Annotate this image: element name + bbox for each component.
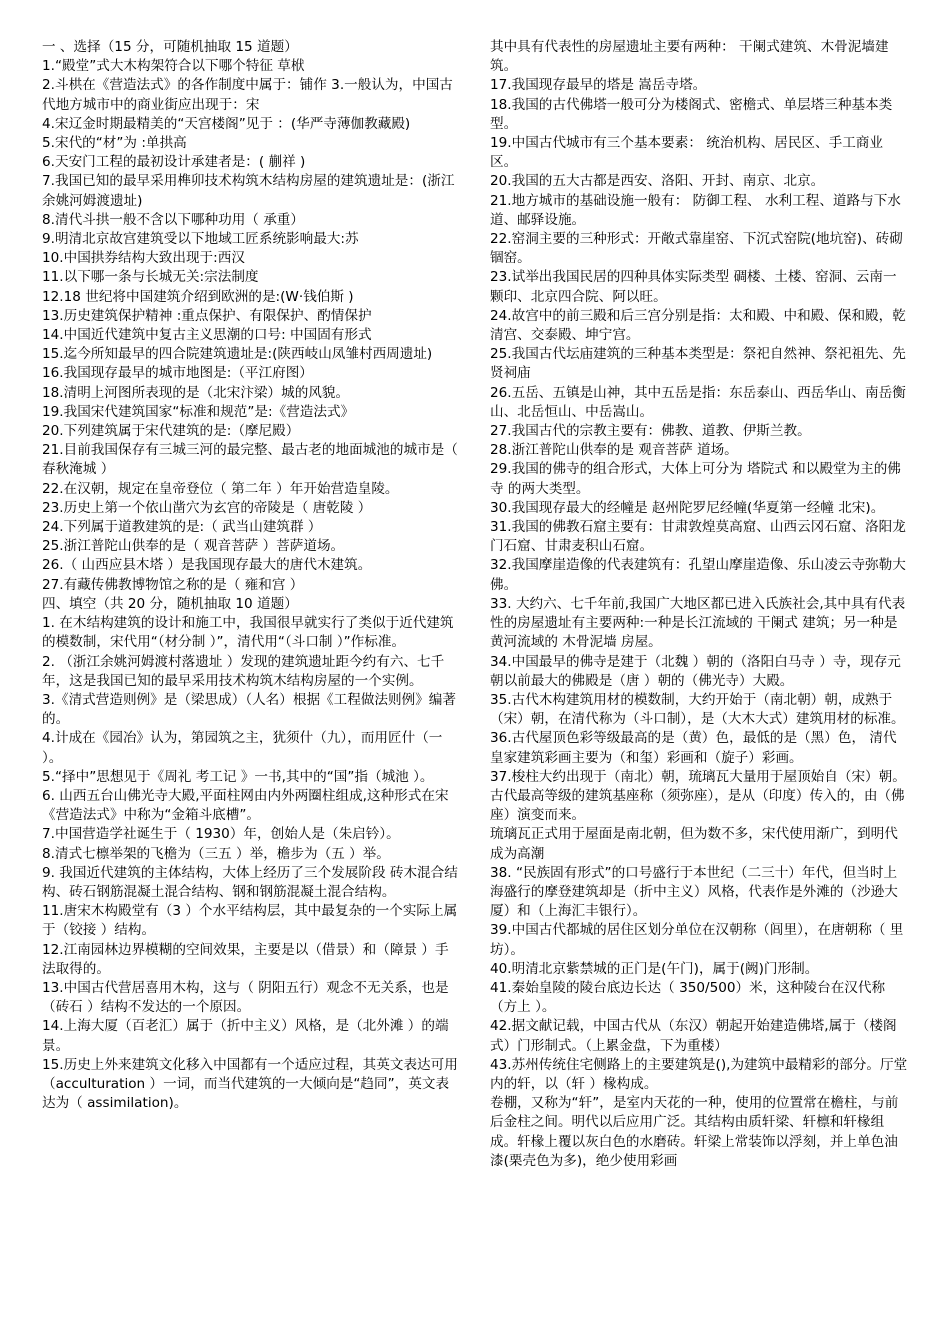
text-paragraph: 19.我国宋代建筑国家“标准和规范”是:《营造法式》 xyxy=(42,403,355,420)
text-paragraph: 3.《清式营造则例》是（梁思成）（人名）根据《工程做法则例》编著的。 xyxy=(42,691,456,728)
text-paragraph: 18.我国的古代佛塔一般可分为楼阁式、密檐式、单层塔三种基本类型。 xyxy=(490,96,893,132)
text-paragraph: 5.“择中”思想见于《周礼 考工记 》一书,其中的“国”指（城池 ）。 xyxy=(42,768,434,785)
text-paragraph: 21.地方城市的基础设施一般有： 防御工程、 水利工程、道路与下水道、邮驿设施。 xyxy=(490,192,901,228)
text-paragraph: 13.历史建筑保护精神 :重点保护、有限保护、酌情保护 xyxy=(42,307,372,324)
text-paragraph: 8.清式七檩举架的飞檐为（三五 ）举，檐步为（五 ）举。 xyxy=(42,845,390,862)
text-paragraph: 6.天安门工程的最初设计承建者是：( 蒯祥 ) xyxy=(42,154,306,171)
text-paragraph: 6. 山西五台山佛光寺大殿,平面柱网由内外两圈柱组成,这种形式在宋《营造法式》中称为“金箱斗底槽”。 xyxy=(42,787,449,824)
text-paragraph: 21.目前我国保存有三城三河的最完整、最古老的地面城池的城市是（ 春秋淹城 ） xyxy=(42,442,458,478)
text-paragraph: 4.计成在《园冶》认为，第园筑之主，犹须什（九），而用匠什（一 ）。 xyxy=(42,730,443,766)
text-paragraph: 四、填空（共 20 分，随机抽取 10 道题） xyxy=(42,595,298,612)
text-paragraph: 8.清代斗拱一般不含以下哪种功用（ 承重） xyxy=(42,211,304,228)
text-paragraph: 14.中国近代建筑中复古主义思潮的口号: 中国固有形式 xyxy=(42,327,372,344)
text-paragraph: 35.古代木构建筑用材的模数制，大约开始于（南北朝）朝，成熟于（宋）朝，在清代称为（斗口制），是（大木大式）建筑用材的标准。 xyxy=(490,691,905,728)
text-paragraph: 4.宋辽金时期最精美的“天宫楼阁”见于 ：(华严寺薄伽教藏殿) xyxy=(42,115,411,132)
text-paragraph: 29.我国的佛寺的组合形式，大体上可分为 塔院式 和以殿堂为主的佛寺 的两大类型。 xyxy=(490,461,901,497)
text-paragraph: 24.下列属于道教建筑的是:（ 武当山建筑群 ） xyxy=(42,519,322,536)
text-paragraph: 14.上海大厦（百老汇）属于（折中主义）风格，是（北外滩 ）的端景。 xyxy=(42,1018,449,1054)
text-paragraph: 25.我国古代坛庙建筑的三种基本类型是：祭祀自然神、祭祀祖先、先贤祠庙 xyxy=(490,346,906,382)
text-paragraph: 19.中国古代城市有三个基本要素： 统治机构、居民区、手工商业区。 xyxy=(490,135,883,171)
text-paragraph: 琉璃瓦正式用于屋面是南北朝，但为数不多，宋代使用渐广，到明代成为高潮 xyxy=(490,826,898,862)
text-paragraph: 11.唐宋木构殿堂有（3 ）个水平结构层，其中最复杂的一个实际上属于（铰接 ）结构。 xyxy=(42,903,458,939)
text-paragraph: 1.“殿堂”式大木构架符合以下哪个特征 草栿 xyxy=(42,58,305,75)
text-paragraph: 9.明清北京故宫建筑受以下地域工匠系统影响最大:苏 xyxy=(42,231,359,248)
text-paragraph: 42.据文献记载，中国古代从（东汉）朝起开始建造佛塔,属于（楼阁式）门形制式。（上累金盘，下为重楼） xyxy=(490,1018,897,1054)
text-paragraph: 23.历史上第一个依山凿穴为玄宫的帝陵是（ 唐乾陵 ） xyxy=(42,499,372,516)
text-paragraph: 其中具有代表性的房屋遗址主要有两种： 干阑式建筑、木骨泥墙建筑。 xyxy=(490,39,889,75)
text-paragraph: 卷棚，又称为“轩”，是室内天花的一种，使用的位置常在檐柱，与前后金柱之间。明代以后应用广泛。其结构由质轩梁、轩檩和轩椽组成。轩椽上覆以灰白色的水磨砖。轩梁上常装饰以浮刻，并上单色油漆(栗壳色为多)，绝少使用彩画 xyxy=(490,1095,899,1169)
text-paragraph: 1. 在木结构建筑的设计和施工中，我国很早就实行了类似于近代建筑的模数制，宋代用“（材分制 ）”，清代用“（斗口制 ）”作标准。 xyxy=(42,615,454,651)
text-paragraph: 41.秦始皇陵的陵台底边长达（ 350/500）米，这种陵台在汉代称（方上 ）。 xyxy=(490,979,886,1016)
text-paragraph: 26.（ 山西应县木塔 ）是我国现存最大的唐代木建筑。 xyxy=(42,557,372,574)
text-paragraph: 17.我国现存最早的塔是 嵩岳寺塔。 xyxy=(490,77,707,94)
text-paragraph: 43.苏州传统住宅侧路上的主要建筑是(),为建筑中最精彩的部分。厅堂内的轩，以（轩 ）椽构成。 xyxy=(490,1056,908,1092)
text-paragraph: 32.我国摩崖造像的代表建筑有：孔望山摩崖造像、乐山凌云寺弥勒大佛。 xyxy=(490,557,906,593)
text-paragraph: 2.斗栱在《营造法式》的各作制度中属于：铺作 3.一般认为，中国古代地方城市中的商业街应出现于：宋 xyxy=(42,77,453,113)
text-paragraph: 15.历史上外来建筑文化移入中国都有一个适应过程，其英文表达可用（acculturation ）一词，而当代建筑的一大倾向是“趋同”，英文表达为（ assimilation)。 xyxy=(42,1056,458,1112)
text-paragraph: 30.我国现存最大的经幢是 赵州陀罗尼经幢(华夏第一经幢 北宋)。 xyxy=(490,499,885,516)
text-paragraph: 22.在汉朝，规定在皇帝登位（ 第二年 ）年开始营造皇陵。 xyxy=(42,480,399,497)
left-column xyxy=(42,38,462,1113)
text-paragraph: 20.下列建筑属于宋代建筑的是:（摩尼殿） xyxy=(42,423,300,440)
text-paragraph: 12.江南园林边界模糊的空间效果，主要是以（借景）和（障景 ）手法取得的。 xyxy=(42,941,449,977)
text-paragraph: 38. “民族固有形式”的口号盛行于本世纪（二三十）年代，但当时上海盛行的摩登建筑却是（折中主义）风格，代表作是外滩的（沙逊大厦）和（上海汇丰银行）。 xyxy=(490,864,898,920)
text-paragraph: 25.浙江普陀山供奉的是（ 观音菩萨 ）菩萨道场。 xyxy=(42,538,345,555)
text-paragraph: 34.中国最早的佛寺是建于（北魏 ）朝的（洛阳白马寺 ）寺，现存元朝以前最大的佛殿是（唐 ）朝的（佛光寺）大殿。 xyxy=(490,653,901,689)
text-paragraph: 36.古代屋顶色彩等级最高的是（黄）色，最低的是（黑）色， 清代皇家建筑彩画主要为（和玺）彩画和（旋子）彩画。 xyxy=(490,730,897,766)
text-paragraph: 33. 大约六、七千年前,我国广大地区都已进入氏族社会,其中具有代表性的房屋遗址有主要两种:一种是长江流域的 干阑式 建筑；另一种是黄河流域的 木骨泥墙 房屋。 xyxy=(490,595,906,651)
text-paragraph: 16.我国现存最早的城市地图是:（平江府图） xyxy=(42,365,313,382)
text-paragraph: 13.中国古代营居喜用木构，这与（ 阴阳五行）观念不无关系，也是（砖石 ）结构不发达的一个原因。 xyxy=(42,979,449,1016)
text-paragraph: 39.中国古代都城的居住区划分单位在汉朝称（闾里），在唐朝称（ 里坊）。 xyxy=(490,922,904,958)
text-paragraph: 26.五岳、五镇是山神，其中五岳是指：东岳泰山、西岳华山、南岳衡山、北岳恒山、中岳嵩山。 xyxy=(490,384,906,420)
text-paragraph: 23.试举出我国民居的四种具体实际类型 碉楼、土楼、窑洞、云南一颗印、北京四合院、阿以旺。 xyxy=(490,269,897,305)
text-paragraph: 15.迄今所知最早的四合院建筑遗址是:(陕西岐山凤雏村西周遗址) xyxy=(42,346,433,363)
text-paragraph: 18.清明上河图所表现的是（北宋汴梁）城的风貌。 xyxy=(42,384,350,401)
text-paragraph: 一 、选择（15 分，可随机抽取 15 道题） xyxy=(42,39,298,55)
text-paragraph: 11.以下哪一条与长城无关:宗法制度 xyxy=(42,269,259,286)
text-paragraph: 7.中国营造学社诞生于（ 1930）年，创始人是（朱启钤）。 xyxy=(42,826,400,843)
text-paragraph: 24.故宫中的前三殿和后三宫分别是指：太和殿、中和殿、保和殿，乾清宫、交泰殿、坤宁宫。 xyxy=(490,307,906,344)
text-paragraph: 10.中国拱券结构大致出现于:西汉 xyxy=(42,250,245,267)
text-paragraph: 12.18 世纪将中国建筑介绍到欧洲的是:(W·钱伯斯 ) xyxy=(42,288,354,305)
text-paragraph: 2. （浙江余姚河姆渡村落遗址 ）发现的建筑遗址距今约有六、七千年，这是我国已知的最早采用技术构筑木结构房屋的一个实例。 xyxy=(42,653,445,689)
text-paragraph: 7.我国已知的最早采用榫卯技术构筑木结构房屋的建筑遗址是：(浙江余姚河姆渡遗址) xyxy=(42,173,455,209)
text-paragraph: 31.我国的佛教石窟主要有：甘肃敦煌莫高窟、山西云冈石窟、洛阳龙门石窟、甘肃麦积山石窟。 xyxy=(490,519,906,555)
text-paragraph: 40.明清北京紫禁城的正门是(午门)，属于(阙)门形制。 xyxy=(490,960,819,977)
right-column xyxy=(490,38,910,1171)
text-paragraph: 9. 我国近代建筑的主体结构，大体上经历了三个发展阶段 砖木混合结构、砖石钢筋混凝土混合结构、钢和钢筋混凝土混合结构。 xyxy=(42,864,458,900)
text-paragraph: 22.窑洞主要的三种形式：开敞式靠崖窑、下沉式窑院(地坑窑)、砖砌锢窑。 xyxy=(490,231,903,267)
text-paragraph: 27.我国古代的宗教主要有：佛教、道教、伊斯兰教。 xyxy=(490,423,811,440)
text-paragraph: 5.宋代的“材”为 :单拱高 xyxy=(42,135,187,152)
text-paragraph: 27.有藏传佛教博物馆之称的是（ 雍和宫 ） xyxy=(42,576,304,593)
text-paragraph: 20.我国的五大古都是西安、洛阳、开封、南京、北京。 xyxy=(490,173,825,190)
text-paragraph: 37.梭柱大约出现于（南北）朝，琉璃瓦大量用于屋顶始自（宋）朝。古代最高等级的建筑基座称（须弥座），是从（印度）传入的，由（佛座）演变而来。 xyxy=(490,768,906,824)
text-paragraph: 28.浙江普陀山供奉的是 观音菩萨 道场。 xyxy=(490,442,738,459)
